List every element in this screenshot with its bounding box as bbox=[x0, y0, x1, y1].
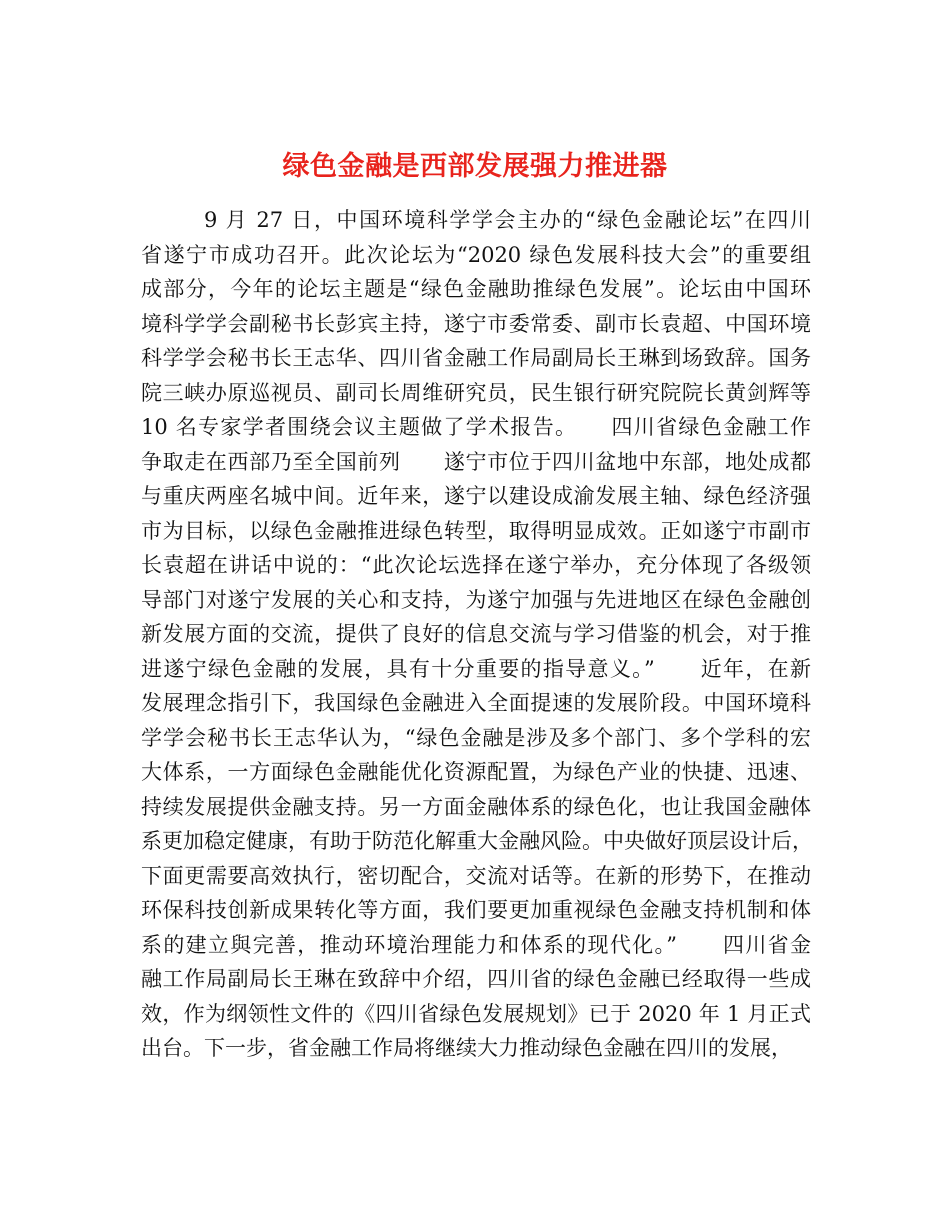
body-line: 省遂宁市成功召开。此次论坛为“2020 绿色发展科技大会”的重要组 bbox=[141, 242, 811, 267]
body-line: 长袁超在讲话中说的：“此次论坛选择在遂宁举办，充分体现了各级领 bbox=[141, 553, 811, 577]
body-line: 导部门对遂宁发展的关心和支持，为遂宁加强与先进地区在绿色金融创 bbox=[141, 587, 811, 612]
body-line: 大体系，一方面绿色金融能优化资源配置，为绿色产业的快捷、迅速、 bbox=[141, 760, 811, 784]
body-line: 持续发展提供金融支持。另一方面金融体系的绿色化，也让我国金融体 bbox=[141, 794, 811, 819]
body-line: 9 月 27 日，中国环境科学学会主办的“绿色金融论坛”在四川 bbox=[204, 208, 811, 232]
body-line: 争取走在西部乃至全国前列 遂宁市位于四川盆地中东部，地处成都 bbox=[141, 449, 811, 474]
body-line: 新发展方面的交流，提供了良好的信息交流与学习借鉴的机会，对于推 bbox=[141, 622, 811, 646]
body-line: 科学学会秘书长王志华、四川省金融工作局副局长王琳到场致辞。国务 bbox=[141, 346, 811, 370]
body-line: 10 名专家学者围绕会议主题做了学术报告。 四川省绿色金融工作 bbox=[141, 415, 811, 439]
body-line: 境科学学会副秘书长彭宾主持，遂宁市委常委、副市长袁超、中国环境 bbox=[141, 311, 811, 336]
body-line: 系更加稳定健康，有助于防范化解重大金融风险。中央做好顶层设计后， bbox=[141, 829, 813, 853]
body-line: 出台。下一步，省金融工作局将继续大力推动绿色金融在四川的发展， bbox=[141, 1036, 792, 1060]
body-line: 成部分，今年的论坛主题是“绿色金融助推绿色发展”。论坛由中国环 bbox=[141, 277, 811, 301]
body-line: 市为目标，以绿色金融推进绿色转型，取得明显成效。正如遂宁市副市 bbox=[141, 518, 811, 543]
document-body bbox=[141, 203, 811, 1066]
body-line: 环保科技创新成果转化等方面，我们要更加重视绿色金融支持机制和体 bbox=[141, 898, 811, 922]
document-title: 绿色金融是西部发展强力推进器 bbox=[282, 151, 668, 183]
body-line: 进遂宁绿色金融的发展，具有十分重要的指导意义。” 近年，在新 bbox=[141, 656, 811, 681]
body-line: 发展理念指引下，我国绿色金融进入全面提速的发展阶段。中国环境科 bbox=[141, 691, 811, 715]
body-line: 学学会秘书长王志华认为，“绿色金融是涉及多个部门、多个学科的宏 bbox=[141, 725, 811, 750]
body-line: 效，作为纲领性文件的《四川省绿色发展规划》已于 2020 年 1 月正式 bbox=[141, 1001, 811, 1026]
body-line: 下面更需要高效执行，密切配合，交流对话等。在新的形势下，在推动 bbox=[141, 863, 811, 888]
body-line: 融工作局副局长王琳在致辞中介绍，四川省的绿色金融已经取得一些成 bbox=[141, 967, 811, 991]
body-line: 与重庆两座名城中间。近年来，遂宁以建设成渝发展主轴、绿色经济强 bbox=[141, 484, 811, 508]
body-line: 系的建立與完善，推动环境治理能力和体系的现代化。” 四川省金 bbox=[141, 932, 811, 957]
body-line: 院三峡办原巡视员、副司长周维研究员，民生银行研究院院长黄剑辉等 bbox=[141, 380, 811, 405]
